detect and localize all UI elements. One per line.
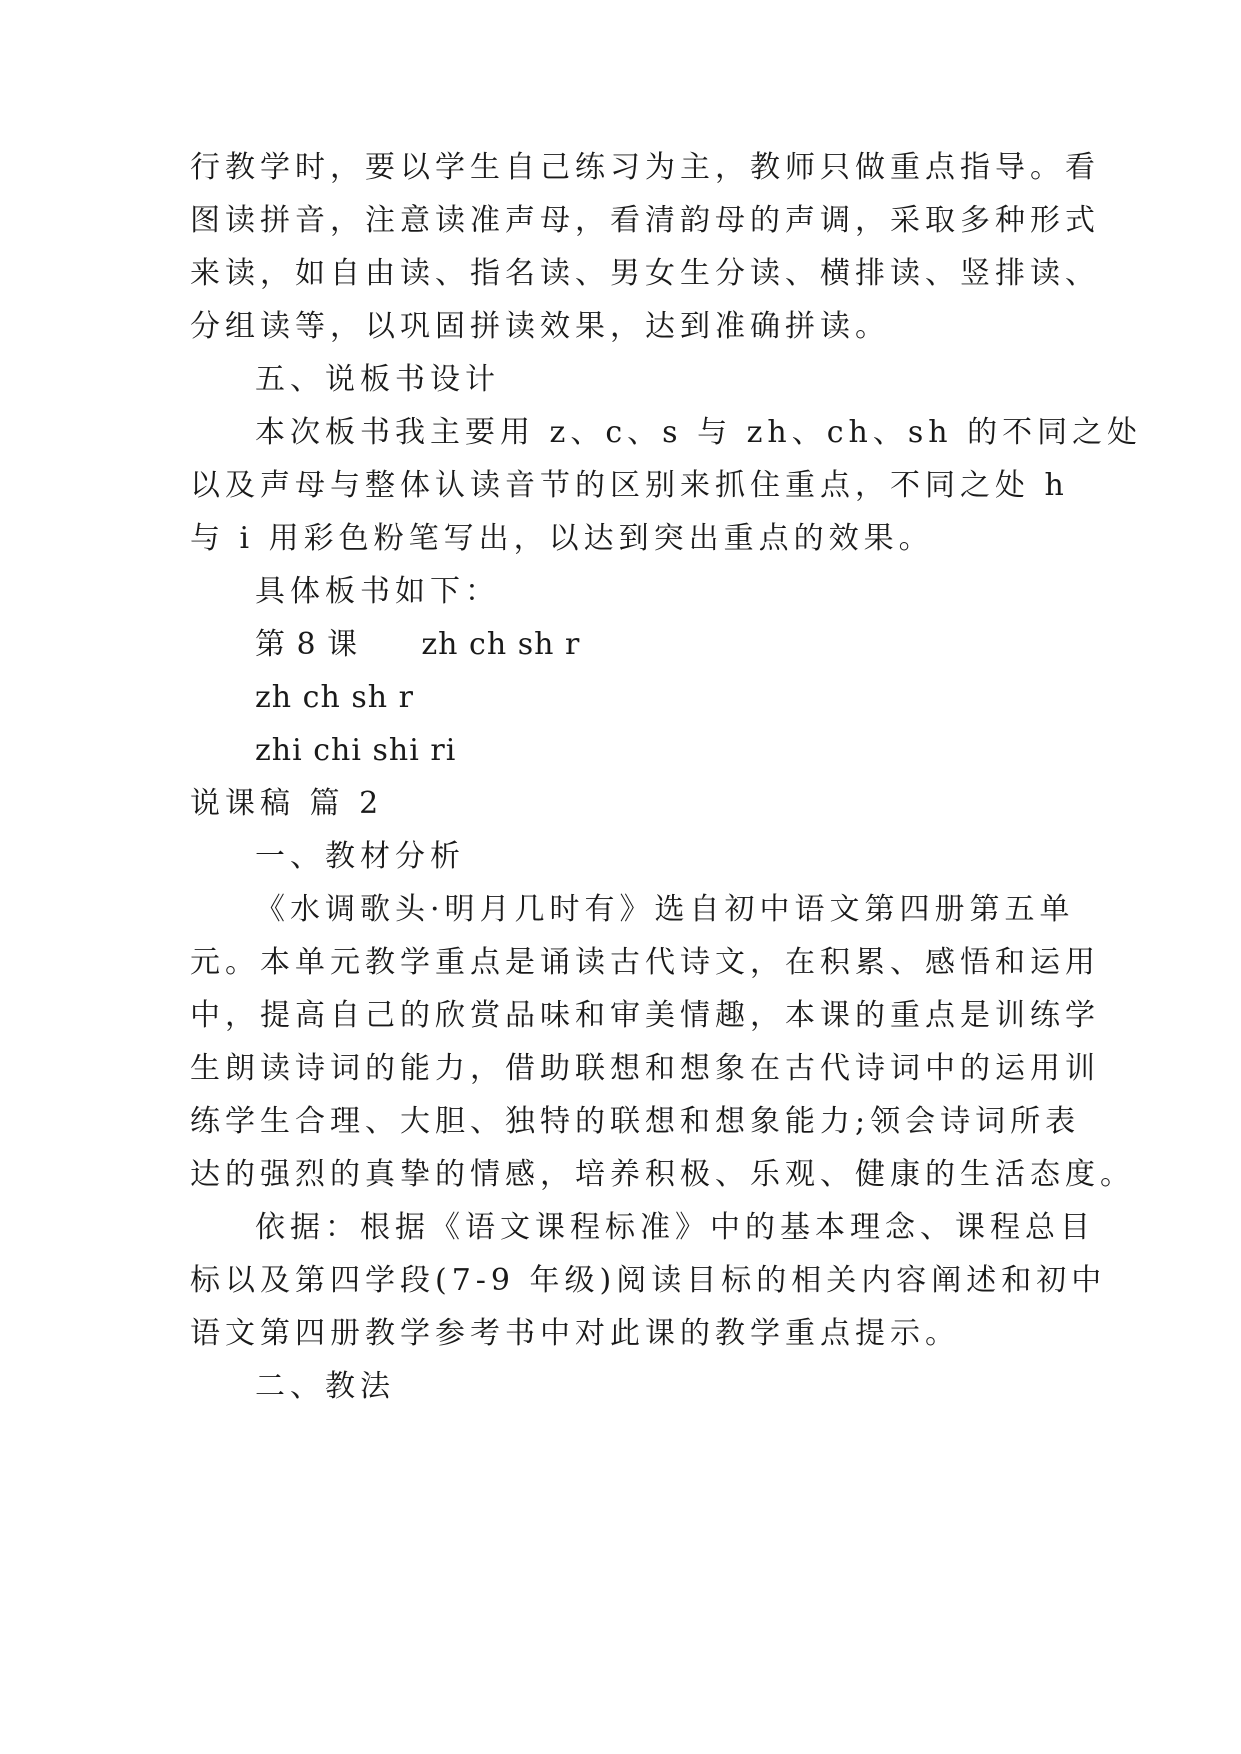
paragraph-line: 本次板书我主要用 z、c、s 与 zh、ch、sh 的不同之处 [255,415,1143,450]
paragraph-line: 练学生合理、大胆、独特的联想和想象能力;领会诗词所表 [190,1104,1081,1139]
paragraph-line: 生朗读诗词的能力，借助联想和想象在古代诗词中的运用训 [190,1051,1100,1086]
board-intro: 具体板书如下： [255,574,500,609]
section-heading: 一、教材分析 [255,839,465,874]
paragraph-line: 标以及第四学段(7-9 年级)阅读目标的相关内容阐述和初中 [190,1263,1107,1298]
section-heading: 五、说板书设计 [255,362,500,397]
paragraph-line: 元。本单元教学重点是诵读古代诗文，在积累、感悟和运用 [190,945,1100,980]
board-line: zhi chi shi ri [255,733,457,768]
paragraph-line: 来读，如自由读、指名读、男女生分读、横排读、竖排读、 [190,256,1100,291]
paragraph-line: 中，提高自己的欣赏品味和审美情趣，本课的重点是训练学 [190,998,1100,1033]
paragraph-line: 行教学时，要以学生自己练习为主，教师只做重点指导。看 [190,150,1100,185]
paragraph-line: 分组读等，以巩固拼读效果，达到准确拼读。 [190,309,890,344]
paragraph-line: 依据：根据《语文课程标准》中的基本理念、课程总目 [255,1210,1095,1245]
paragraph-line: 与 i 用彩色粉笔写出，以达到突出重点的效果。 [190,521,934,556]
section-title: 说课稿 篇 2 [190,786,384,821]
board-line: zh ch sh r [255,680,414,715]
paragraph-line: 《水调歌头·明月几时有》选自初中语文第四册第五单 [255,892,1075,927]
paragraph-line: 达的强烈的真挚的情感，培养积极、乐观、健康的生活态度。 [190,1157,1135,1192]
paragraph-line: 语文第四册教学参考书中对此课的教学重点提示。 [190,1316,960,1351]
paragraph-line: 图读拼音，注意读准声母，看清韵母的声调，采取多种形式 [190,203,1100,238]
board-line: 第 8 课 zh ch sh r [255,627,581,662]
section-heading: 二、教法 [255,1369,395,1404]
paragraph-line: 以及声母与整体认读音节的区别来抓住重点，不同之处 h [190,468,1069,503]
